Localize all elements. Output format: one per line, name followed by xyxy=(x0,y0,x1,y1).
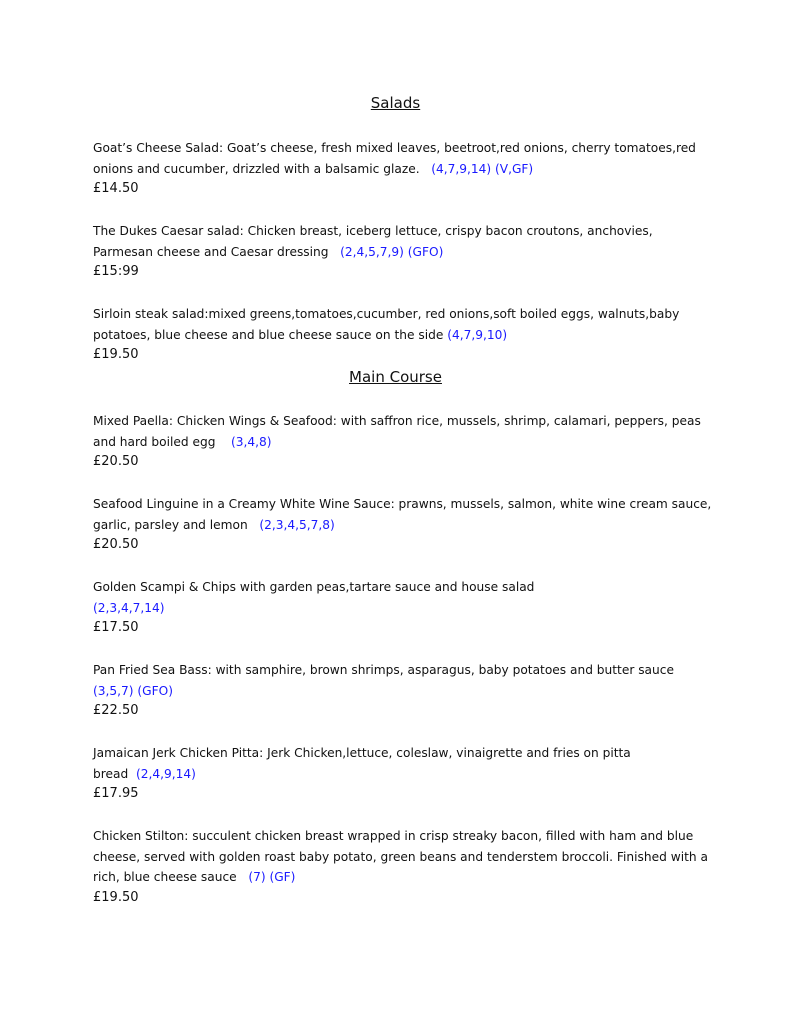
menu-item-description xyxy=(93,304,713,345)
section-title-salads: Salads xyxy=(370,94,421,112)
allergen-codes: (2,4,9,14) xyxy=(135,766,196,781)
menu-item xyxy=(93,826,713,908)
menu-item-description xyxy=(93,494,713,535)
menu-item xyxy=(93,494,713,556)
menu-item-text: Mixed Paella: Chicken Wings & Seafood: with saffron rice, mussels, shrimp, calamari, peppers, peas and hard boiled egg xyxy=(93,414,701,449)
menu-item xyxy=(93,743,713,805)
menu-item xyxy=(93,411,713,473)
menu-item-text: Sirloin steak salad:mixed greens,tomatoes,cucumber, red onions,soft boiled eggs, walnuts,baby potatoes, blue cheese and blue cheese sauce on the side xyxy=(93,307,680,342)
allergen-codes: (2,4,5,7,9) (GFO) xyxy=(340,244,444,259)
menu-item-text: Goat’s Cheese Salad: Goat’s cheese, fresh mixed leaves, beetroot,red onions, cherry tomatoes,red onions and cucumber, drizzled with a balsamic glaze. xyxy=(93,141,696,176)
menu-item-price: £17.95 xyxy=(93,786,139,802)
menu-item-price: £22.50 xyxy=(93,703,139,719)
menu-item-description xyxy=(93,138,713,179)
menu-item-description xyxy=(93,826,713,888)
menu-item-price: £19.50 xyxy=(93,347,139,363)
allergen-codes: (4,7,9,14) (V,GF) xyxy=(431,161,534,176)
menu-item xyxy=(93,138,713,200)
menu-item-text: Golden Scampi & Chips with garden peas,tartare sauce and house salad xyxy=(93,580,535,594)
menu-item-description xyxy=(93,411,713,452)
allergen-codes: (2,3,4,7,14) xyxy=(93,600,165,615)
menu-item-price: £20.50 xyxy=(93,537,139,553)
allergen-codes: (4,7,9,10) xyxy=(447,327,508,342)
menu-item xyxy=(93,304,713,366)
menu-item xyxy=(93,221,713,283)
menu-item-text: Seafood Linguine in a Creamy White Wine Sauce: prawns, mussels, salmon, white wine cream sauce, garlic, parsley and lemon xyxy=(93,497,712,532)
menu-item-price: £20.50 xyxy=(93,454,139,470)
menu-item-price: £17.50 xyxy=(93,620,139,636)
menu-item-text: The Dukes Caesar salad: Chicken breast, iceberg lettuce, crispy bacon croutons, anchovies, Parmesan cheese and Caesar dressing xyxy=(93,224,653,259)
menu-item-description xyxy=(93,743,713,784)
menu-item-text: Pan Fried Sea Bass: with samphire, brown shrimps, asparagus, baby potatoes and butter sauce xyxy=(93,663,674,677)
section-title-main-course: Main Course xyxy=(349,368,442,386)
allergen-codes: (3,5,7) (GFO) xyxy=(93,683,173,698)
menu-item-price: £14.50 xyxy=(93,181,139,197)
menu-item xyxy=(93,660,713,722)
menu-item-description xyxy=(93,577,713,618)
allergen-codes: (7) (GF) xyxy=(248,870,296,885)
menu-item-text: Chicken Stilton: succulent chicken breast wrapped in crisp streaky bacon, filled with ham and blue cheese, served with golden roast baby potato, green beans and tenderstem broccoli. Finished with a rich, blue cheese sauce xyxy=(93,829,708,885)
menu-item-description xyxy=(93,221,713,262)
allergen-codes: (3,4,8) xyxy=(230,434,272,449)
allergen-codes: (2,3,4,5,7,8) xyxy=(259,517,335,532)
menu-item-price: £19.50 xyxy=(93,889,139,905)
menu-item-text: Jamaican Jerk Chicken Pitta: Jerk Chicken,lettuce, coleslaw, vinaigrette and fries on pitta bread xyxy=(93,746,631,781)
menu-item xyxy=(93,577,713,639)
menu-item-description xyxy=(93,660,713,701)
menu-item-price: £15:99 xyxy=(93,264,139,280)
